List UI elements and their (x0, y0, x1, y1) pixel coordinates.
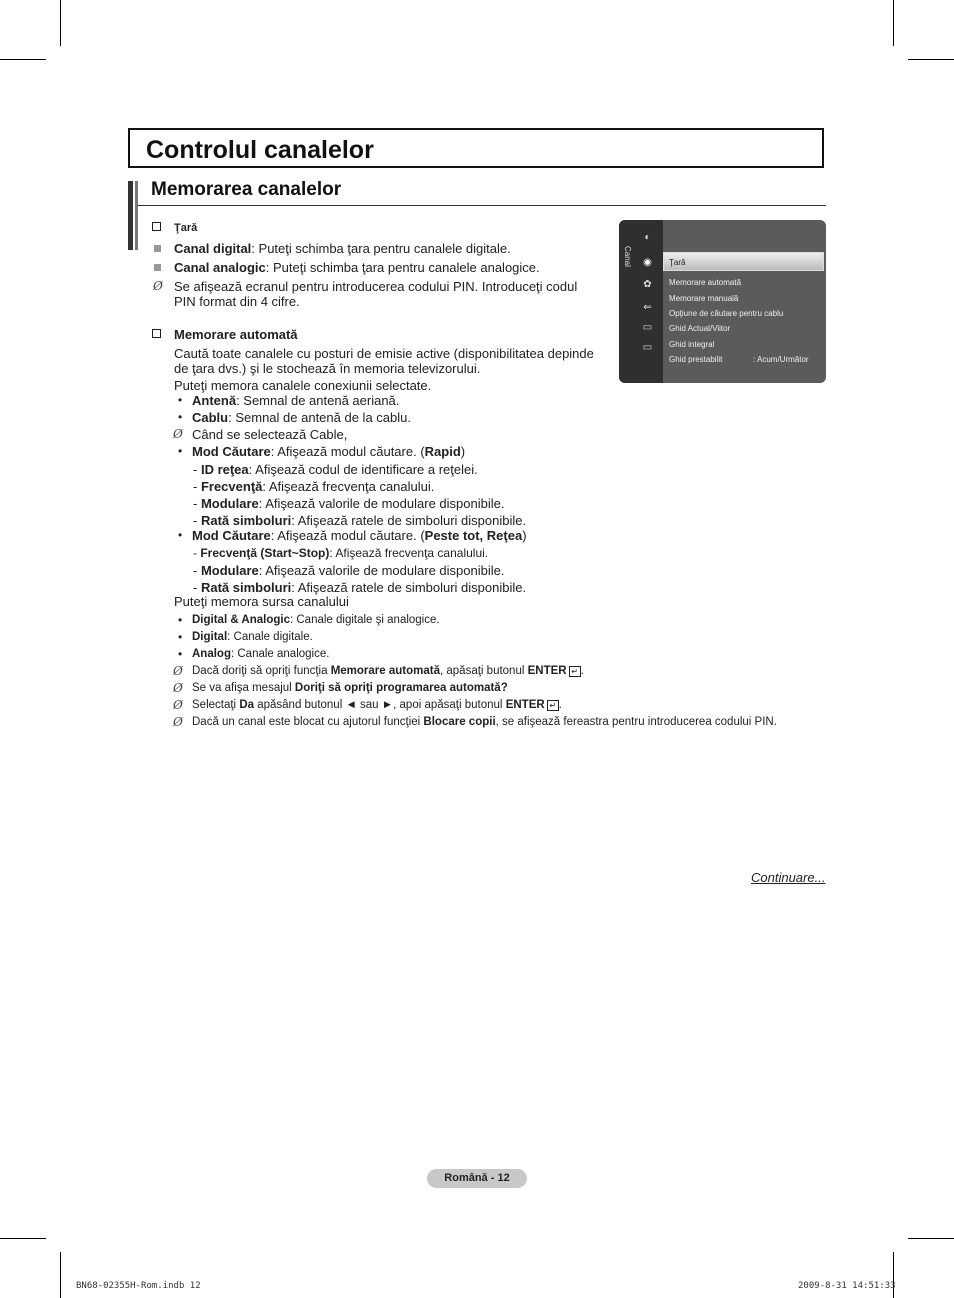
picture-icon: ◐ (644, 232, 651, 243)
note-text: Se afişează ecranul pentru introducerea codului PIN. Introduceţi codul (174, 279, 578, 294)
list-item: - Modulare: Afişează valorile de modulare disponibile. (193, 563, 505, 578)
list-item: - Frecvenţă (Start~Stop): Afişează frecvenţa canalului. (193, 546, 489, 560)
setup-icon: ✿ (643, 279, 652, 290)
bullet-icon: • (178, 647, 183, 661)
enter-icon: ↵ (547, 700, 559, 711)
continue-link: Continuare... (751, 870, 826, 885)
tv-menu-item: Ghid integral (669, 340, 715, 349)
section-title: Memorarea canalelor (151, 179, 342, 200)
input-icon: ⇐ (643, 302, 652, 313)
list-item: Canal analogic: Puteţi schimba ţara pentru canalele analogice. (174, 260, 540, 275)
note-text: Dacă un canal este blocat cu ajutorul funcţiei Blocare copii, se afişează fereastra pentru introducerea codului PIN. (192, 716, 777, 728)
list-item: Digital & Analogic: Canale digitale şi analogice. (192, 614, 440, 626)
note-text: Dacă doriţi să opriţi funcţia Memorare automată, apăsaţi butonul ENTER ↵ . (192, 665, 584, 677)
checkbox-bullet-icon (152, 222, 161, 231)
tv-menu-value: : Acum/Următor (753, 355, 809, 364)
bullet-icon: • (178, 393, 183, 407)
note-icon: Ø (173, 664, 183, 678)
crop-mark (908, 1238, 954, 1239)
crop-mark (893, 0, 894, 46)
tv-menu-item: Opţiune de căutare pentru cablu (669, 309, 784, 318)
bullet-icon: • (178, 630, 183, 644)
bullet-icon: • (178, 444, 183, 458)
note-text: Când se selectează Cable, (192, 427, 348, 442)
subheading-tara: Ţară (174, 222, 198, 234)
crop-mark (908, 59, 954, 60)
note-icon: Ø (173, 698, 183, 712)
list-item: - Rată simboluri: Afişează ratele de simboluri disponibile. (193, 580, 527, 595)
note-icon: Ø (173, 715, 183, 729)
square-bullet-icon (154, 245, 161, 252)
crop-mark (0, 1238, 46, 1239)
tv-menu-item-selected: Ţară (669, 258, 686, 267)
paragraph: Puteţi memora sursa canalului (174, 594, 349, 609)
application-icon: ▭ (642, 322, 653, 333)
note-text: Se va afişa mesajul Doriţi să opriţi programarea automată? (192, 682, 508, 694)
tv-menu-selected (663, 252, 824, 271)
tv-menu-item: Memorare manuală (669, 294, 739, 303)
list-item: - Modulare: Afişează valorile de modulare disponibile. (193, 496, 505, 511)
tv-menu-item: Ghid prestabilit (669, 355, 723, 364)
note-text: PIN format din 4 cifre. (174, 294, 300, 309)
list-item: - ID reţea: Afişează codul de identificare a reţelei. (193, 462, 478, 477)
tv-menu-item: Ghid Actual/Viitor (669, 324, 731, 333)
crop-mark (893, 1252, 894, 1298)
list-item: Cablu: Semnal de antenă de la cablu. (192, 410, 411, 425)
subheading-auto: Memorare automată (174, 327, 298, 342)
crop-mark (0, 59, 46, 60)
crop-mark (60, 1252, 61, 1298)
list-item: Canal digital: Puteţi schimba ţara pentru canalele digitale. (174, 241, 511, 256)
crop-mark (60, 0, 61, 46)
note-icon: Ø (173, 681, 183, 695)
bullet-icon: • (178, 410, 183, 424)
paragraph: de ţara dvs.) şi le stochează în memoria televizorului. (174, 361, 481, 376)
list-item: - Rată simboluri: Afişează ratele de simboluri disponibile. (193, 513, 527, 528)
note-icon: Ø (173, 427, 183, 441)
tv-menu-category: Canal (623, 246, 632, 267)
footer-file: BN68-02355H-Rom.indb 12 (76, 1281, 201, 1291)
bullet-icon: • (178, 528, 183, 542)
section-divider (138, 205, 826, 206)
list-item: Mod Căutare: Afişează modul căutare. (Peste tot, Reţea) (192, 528, 527, 543)
support-icon: ▭ (642, 342, 653, 353)
footer-timestamp: 2009-8-31 14:51:33 (798, 1281, 896, 1291)
note-text: Selectaţi Da apăsând butonul ◄ sau ►, apoi apăsaţi butonul ENTER ↵ . (192, 699, 562, 711)
list-item: Mod Căutare: Afişează modul căutare. (Rapid) (192, 444, 466, 459)
section-bar (135, 181, 138, 250)
section-bar (128, 181, 133, 250)
page-number-badge: Română - 12 (427, 1169, 527, 1188)
channel-icon: ◉ (643, 257, 652, 268)
list-item: - Frecvenţă: Afişează frecvenţa canalului. (193, 479, 435, 494)
list-item: Antenă: Semnal de antenă aeriană. (192, 393, 400, 408)
tv-menu-screenshot (619, 220, 826, 383)
list-item: Analog: Canale analogice. (192, 648, 330, 660)
bullet-icon: • (178, 613, 183, 627)
paragraph: Puteţi memora canalele conexiunii selectate. (174, 378, 432, 393)
checkbox-bullet-icon (152, 329, 161, 338)
tv-menu-item: Memorare automată (669, 278, 742, 287)
page-title: Controlul canalelor (146, 136, 374, 164)
square-bullet-icon (154, 264, 161, 271)
enter-icon: ↵ (569, 666, 581, 677)
list-item: Digital: Canale digitale. (192, 631, 313, 643)
title-box (128, 128, 824, 168)
note-icon: Ø (153, 279, 163, 293)
paragraph: Caută toate canalele cu posturi de emisie active (disponibilitatea depinde (174, 346, 594, 361)
